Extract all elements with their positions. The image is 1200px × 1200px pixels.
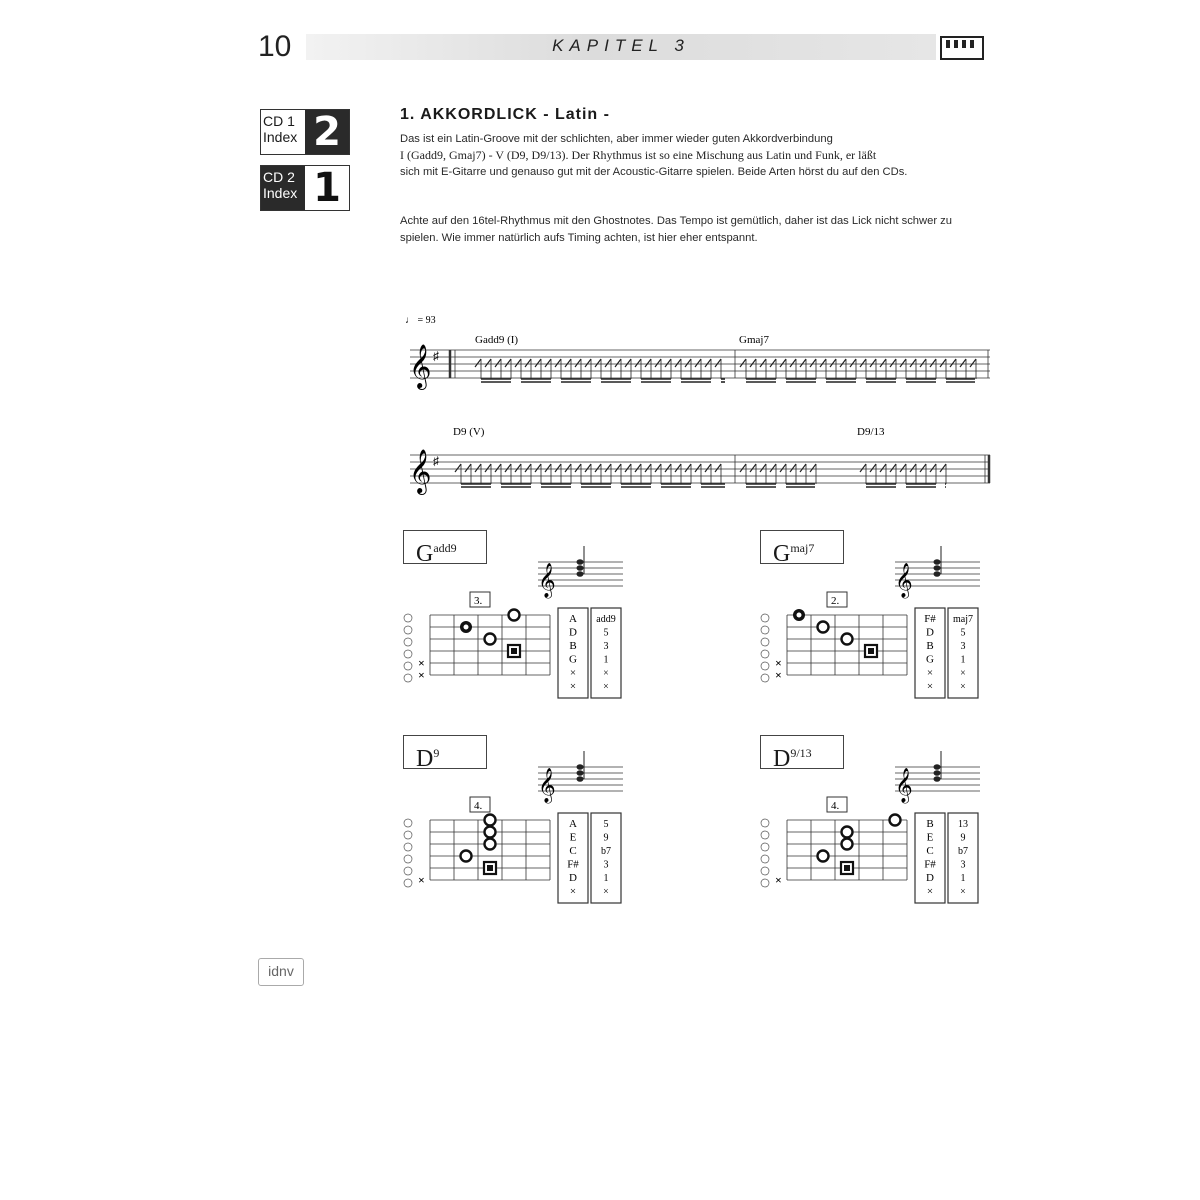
string-number-icon (761, 626, 769, 634)
slash-note (930, 359, 936, 367)
slash-note (655, 464, 661, 472)
slash-note (465, 464, 471, 472)
slash-note (605, 464, 611, 472)
slash-note (505, 359, 511, 367)
tempo-marking: ♩ = 93 (405, 315, 436, 326)
slash-note (900, 464, 906, 472)
interval: × (603, 681, 609, 693)
slash-note (850, 359, 856, 367)
interval: 13 (958, 819, 968, 830)
slash-note (565, 359, 571, 367)
page-number: 10 (258, 30, 292, 63)
slash-note (585, 464, 591, 472)
slash-note (595, 464, 601, 472)
slash-note (595, 359, 601, 367)
slash-note (790, 359, 796, 367)
treble-clef-icon: 𝄞 (895, 564, 913, 597)
slash-note (615, 464, 621, 472)
key-signature: ♯ (433, 454, 439, 468)
chapter-title: KAPITEL 3 (552, 36, 690, 55)
slash-note (705, 359, 711, 367)
treble-clef-icon: 𝄞 (538, 769, 556, 802)
muted-string-icon: × (775, 668, 782, 682)
slash-note (555, 359, 561, 367)
interval: 1 (603, 654, 609, 666)
treble-clef-icon: 𝄞 (409, 451, 432, 493)
note-name: × (926, 680, 934, 693)
string-number-icon (761, 855, 769, 863)
paragraph-rhythm: Achte auf den 16tel-Rhythmus mit den Ghostnotes. Das Tempo ist gemütlich, daher ist das Lick nicht schwer zu spielen. Wie immer natürlich aufs Timing achten, ist hier eher entspannt. (400, 215, 952, 244)
chord-diagram-3 (398, 735, 628, 910)
slash-note (790, 464, 796, 472)
slash-note (900, 359, 906, 367)
slash-note (715, 359, 721, 367)
note-name: C (569, 845, 577, 857)
slash-note (960, 359, 966, 367)
slash-note (565, 464, 571, 472)
slash-note (800, 359, 806, 367)
slash-note (800, 464, 806, 472)
finger-dot-icon (485, 815, 496, 826)
chord-extension: maj7 (790, 541, 815, 555)
slash-note (515, 464, 521, 472)
note-name: C (926, 845, 934, 857)
slash-note (770, 359, 776, 367)
slash-note (950, 359, 956, 367)
slash-note (880, 464, 886, 472)
interval: 9 (603, 832, 609, 844)
chord-diagram-1 (398, 530, 628, 705)
string-number-icon (404, 650, 412, 658)
finger-dot-icon (818, 622, 829, 633)
paragraph-guitar: sich mit E-Gitarre und genauso gut mit der Acoustic-Gitarre spielen. Beide Arten hörst du auf den CDs. (400, 166, 908, 178)
slash-note (890, 359, 896, 367)
slash-note (760, 464, 766, 472)
notation (395, 305, 995, 505)
chord-symbol: Gadd9 (I) (475, 334, 519, 346)
interval: × (960, 681, 966, 693)
string-number-icon (761, 650, 769, 658)
slash-note (880, 359, 886, 367)
cd-index-number: 2 (305, 110, 349, 154)
chord-name: G (773, 541, 791, 567)
note-name: E (926, 831, 934, 844)
cd-index-number: 1 (305, 166, 349, 210)
string-number-icon (404, 855, 412, 863)
slash-note (665, 359, 671, 367)
finger-dot-icon (485, 634, 496, 645)
note-name: G (569, 653, 577, 666)
chord-name: D (773, 746, 791, 772)
chord-extension: add9 (433, 541, 457, 555)
interval: b7 (601, 846, 611, 857)
chord-extension: 9 (433, 746, 440, 760)
key-signature: ♯ (433, 349, 439, 363)
idnv-logo: idnv (258, 958, 304, 986)
slash-note (505, 464, 511, 472)
slash-note (515, 359, 521, 367)
slash-note (705, 464, 711, 472)
slash-note (625, 464, 631, 472)
interval: 5 (603, 819, 609, 830)
interval: × (603, 668, 609, 679)
note-name: × (569, 667, 577, 679)
slash-note (910, 359, 916, 367)
slash-note (655, 359, 661, 367)
muted-string-icon: × (775, 873, 782, 887)
slash-note (485, 359, 491, 367)
slash-note (695, 464, 701, 472)
slash-note (485, 464, 491, 472)
slash-note (495, 359, 501, 367)
slash-note (645, 359, 651, 367)
slash-note (675, 359, 681, 367)
slash-note (750, 464, 756, 472)
note-name: B (926, 818, 934, 830)
string-number-icon (761, 831, 769, 839)
note-name: × (569, 680, 577, 693)
slash-note (495, 464, 501, 472)
note-name: A (569, 818, 577, 830)
slash-note (760, 359, 766, 367)
slash-note (740, 359, 746, 367)
slash-note (820, 359, 826, 367)
note-name: F# (924, 613, 936, 625)
slash-note (535, 464, 541, 472)
note-name: × (926, 885, 934, 898)
fret-position: 2. (831, 595, 840, 607)
string-number-icon (404, 626, 412, 634)
note-name: A (569, 613, 577, 625)
slash-note (575, 464, 581, 472)
note-name: F# (567, 858, 579, 871)
interval: add9 (596, 614, 616, 625)
string-number-icon (404, 879, 412, 887)
note-name: D (569, 626, 577, 639)
chord-symbol: Gmaj7 (739, 334, 769, 346)
string-number-icon (404, 831, 412, 839)
interval: b7 (958, 846, 968, 857)
slash-note (740, 464, 746, 472)
slash-note (910, 464, 916, 472)
slash-note (780, 464, 786, 472)
string-number-icon (404, 843, 412, 851)
finger-dot-icon (842, 634, 853, 645)
slash-note (930, 464, 936, 472)
fret-position: 3. (474, 595, 483, 607)
interval: maj7 (953, 614, 973, 625)
string-number-icon (761, 879, 769, 887)
interval: × (960, 886, 966, 898)
muted-string-icon: × (775, 656, 782, 670)
slash-note (860, 359, 866, 367)
slash-note (940, 464, 946, 472)
slash-note (605, 359, 611, 367)
interval: 3 (603, 859, 609, 871)
slash-note (890, 464, 896, 472)
slash-note (665, 464, 671, 472)
chord-name: D (416, 746, 434, 772)
finger-dot-icon (461, 851, 472, 862)
slash-note (545, 464, 551, 472)
note-name: E (569, 831, 577, 844)
slash-note (645, 464, 651, 472)
publisher-logo (940, 36, 984, 60)
fret-position: 4. (474, 800, 483, 812)
string-number-icon (761, 662, 769, 670)
slash-note (695, 359, 701, 367)
finger-dot-icon (818, 851, 829, 862)
slash-note (860, 464, 866, 472)
muted-string-icon: × (418, 656, 425, 670)
string-number-icon (761, 819, 769, 827)
note-name: × (926, 667, 934, 679)
chord-staff (895, 751, 980, 804)
treble-clef-icon: 𝄞 (538, 564, 556, 597)
treble-clef-icon: 𝄞 (895, 769, 913, 802)
note-name: D (926, 872, 934, 884)
string-number-icon (761, 614, 769, 622)
slash-note (810, 359, 816, 367)
slash-note (750, 359, 756, 367)
slash-note (770, 464, 776, 472)
rhythm-notes-system-1 (475, 359, 976, 382)
string-number-icon (761, 638, 769, 646)
slash-note (525, 359, 531, 367)
paragraph-intro: Das ist ein Latin-Groove mit der schlichten, aber immer wieder guten Akkordverbindung (400, 133, 833, 145)
slash-note (615, 359, 621, 367)
interval: × (603, 886, 609, 898)
chord-symbol: D9/13 (857, 426, 885, 438)
slash-note (685, 359, 691, 367)
string-number-icon (404, 662, 412, 670)
chord-diagram-4 (755, 735, 985, 910)
finger-dot-icon (509, 610, 520, 621)
slash-note (780, 359, 786, 367)
string-number-icon (761, 843, 769, 851)
chord-diagram-2 (755, 530, 985, 705)
slash-note (525, 464, 531, 472)
slash-note (920, 359, 926, 367)
rhythm-notes-system-2 (455, 464, 946, 487)
slash-note (870, 464, 876, 472)
slash-note (455, 464, 461, 472)
slash-note (635, 359, 641, 367)
fret-position: 4. (831, 800, 840, 812)
note-name: D (569, 872, 577, 884)
note-name: × (569, 885, 577, 898)
chord-symbol: D9 (V) (453, 426, 485, 438)
string-number-icon (404, 674, 412, 682)
finger-dot-icon (485, 839, 496, 850)
slash-note (475, 359, 481, 367)
slash-note (715, 464, 721, 472)
slash-note (685, 464, 691, 472)
slash-note (635, 464, 641, 472)
string-number-icon (404, 614, 412, 622)
slash-note (970, 359, 976, 367)
interval: 5 (960, 627, 966, 639)
chord-staff (895, 546, 980, 599)
slash-note (675, 464, 681, 472)
string-number-icon (404, 819, 412, 827)
interval: 1 (960, 873, 966, 884)
interval: 3 (603, 641, 609, 652)
interval: 1 (603, 873, 609, 884)
chord-name: G (416, 541, 434, 567)
string-number-icon (761, 674, 769, 682)
interval: 1 (960, 654, 966, 666)
cd-label: CD 2 (263, 169, 295, 185)
muted-string-icon: × (418, 873, 425, 887)
chord-progression-line: I (Gadd9, Gmaj7) - V (D9, D9/13). Der Rhythmus ist so eine Mischung aus Latin und Funk, er läßt (400, 148, 877, 162)
treble-clef-icon: 𝄞 (409, 346, 432, 388)
note-name: B (569, 640, 577, 652)
chord-extension: 9/13 (790, 746, 812, 760)
chord-staff (538, 546, 623, 599)
slash-note (545, 359, 551, 367)
index-label: Index (263, 129, 298, 145)
slash-note (940, 359, 946, 367)
cd-index-box-2 (260, 165, 350, 211)
lick-title: 1. AKKORDLICK - Latin - (400, 106, 610, 123)
slash-note (830, 359, 836, 367)
cd-index-box-1 (260, 109, 350, 155)
string-number-icon (404, 867, 412, 875)
slash-note (840, 359, 846, 367)
string-number-icon (761, 867, 769, 875)
chord-staff (538, 751, 623, 804)
cd-label: CD 1 (263, 113, 295, 129)
interval: × (960, 668, 966, 679)
slash-note (575, 359, 581, 367)
note-name: F# (924, 858, 936, 871)
slash-note (585, 359, 591, 367)
finger-dot-icon (485, 827, 496, 838)
slash-note (920, 464, 926, 472)
slash-note (555, 464, 561, 472)
interval: 3 (960, 859, 966, 871)
slash-note (625, 359, 631, 367)
interval: 5 (603, 627, 609, 639)
slash-note (475, 464, 481, 472)
finger-dot-icon (842, 827, 853, 838)
string-number-icon (404, 638, 412, 646)
slash-note (810, 464, 816, 472)
finger-dot-icon (890, 815, 901, 826)
slash-note (535, 359, 541, 367)
note-name: D (926, 626, 934, 639)
note-name: G (926, 653, 934, 666)
slash-note (870, 359, 876, 367)
interval: 3 (960, 641, 966, 652)
interval: 9 (960, 832, 966, 844)
muted-string-icon: × (418, 668, 425, 682)
note-name: B (926, 640, 934, 652)
index-label: Index (263, 185, 298, 201)
finger-dot-icon (842, 839, 853, 850)
